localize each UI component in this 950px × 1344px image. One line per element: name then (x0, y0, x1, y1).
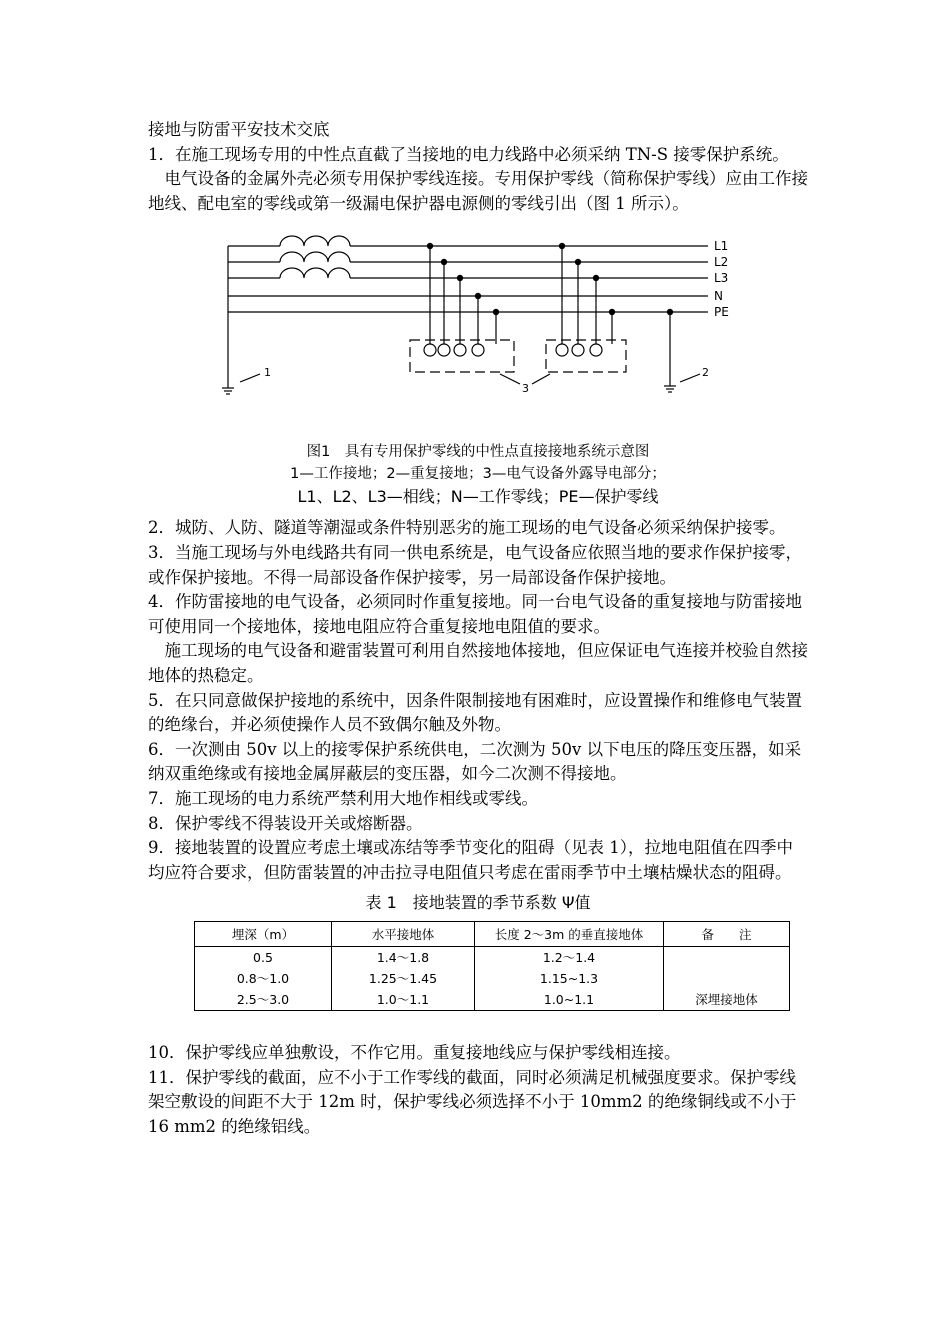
callout-1: 1 (264, 366, 271, 380)
table-cell: 1.4～1.8 (332, 947, 475, 969)
figure-1 (148, 216, 808, 456)
season-coefficient-table (194, 921, 790, 1011)
tn-s-diagram (148, 216, 808, 456)
table-header-cell: 备 注 (664, 922, 790, 947)
figure-caption-legend-2: L1、L2、L3—相线；N—工作零线；PE—保护零线 (297, 487, 659, 507)
figure-caption-legend-1: 1—工作接地；2—重复接地；3—电气设备外露导电部分； (290, 466, 666, 483)
paragraph-9: 9．接地装置的设置应考虑土壤或冻结等季节变化的阻碍（见表 1），拉地电阻值在四季中均应符合要求，但防雷装置的冲击拉寻电阻值只考虑在雷雨季节中土壤枯燥状态的阻碍。 (148, 838, 793, 882)
callout-2: 2 (702, 366, 709, 380)
document-page (148, 118, 808, 1140)
table-cell: 1.0～1.1 (332, 989, 475, 1011)
figure-caption-title-line: 图1 具有专用保护零线的中性点直接接地系统示意图 (306, 444, 650, 461)
table-cell: 2.5～3.0 (195, 989, 332, 1011)
paragraph-5: 5．在只同意做保护接地的系统中，因条件限制接地有困难时，应设置操作和维修电气装置的绝缘台，并必须使操作人员不致偶尔触及外物。 (148, 690, 802, 735)
paragraph-7: 7．施工现场的电力系统严禁利用大地作相线或零线。 (148, 788, 538, 808)
table-cell: 1.2～1.4 (475, 947, 664, 969)
table-header-row (195, 922, 790, 947)
table-row (195, 989, 790, 1011)
paragraph-8: 8．保护零线不得装设开关或熔断器。 (148, 813, 423, 833)
paragraph-11: 11．保护零线的截面，应不小于工作零线的截面，同时必须满足机械强度要求。保护零线架空敷设的间距不大于 12m 时，保护零线必须选择不小于 10mm2 的绝缘铜线或不小于 16 mm2 的绝缘铝线。 (148, 1067, 797, 1137)
table-header-cell: 水平接地体 (332, 922, 475, 947)
table-cell: 1.15~1.3 (475, 968, 664, 989)
table-row (195, 968, 790, 989)
paragraph-10: 10．保护零线应单独敷设，不作它用。重复接地线应与保护零线相连接。 (148, 1043, 681, 1063)
table-cell: 0.5 (195, 947, 332, 969)
doc-title: 接地与防雷平安技术交底 (148, 120, 330, 139)
table-cell: 1.25～1.45 (332, 968, 475, 989)
paragraph-2: 2．城防、人防、隧道等潮湿或条件特别恶劣的施工现场的电气设备必须采纳保护接零。 (148, 518, 786, 538)
callout-3: 3 (522, 382, 529, 396)
paragraph-1b: 电气设备的金属外壳必须专用保护零线连接。专用保护零线（简称保护零线）应由工作接地线、配电室的零线或第一级漏电保护器电源侧的零线引出（图 1 所示）。 (148, 169, 808, 213)
label-n: N (714, 289, 723, 304)
paragraph-6: 6．一次测由 50v 以上的接零保护系统供电，二次测为 50v 以下电压的降压变压器，如采纳双重绝缘或有接地金属屏蔽层的变压器，如今二次测不得接地。 (148, 739, 802, 784)
table-header-cell: 埋深（m） (195, 922, 332, 947)
paragraph-4: 4．作防雷接地的电气设备，必须同时作重复接地。同一台电气设备的重复接地与防雷接地可使用同一个接地体，接地电阻应符合重复接地电阻值的要求。 (148, 592, 802, 636)
label-l2: L2 (714, 255, 729, 270)
table-row (195, 947, 790, 969)
paragraph-3: 3．当施工现场与外电线路共有同一供电系统是，电气设备应依照当地的要求作保护接零，或作保护接地。不得一局部设备作保护接零，另一局部设备作保护接地。 (148, 542, 802, 587)
table-cell: 1.0~1.1 (475, 989, 664, 1011)
paragraph-4b: 施工现场的电气设备和避雷装置可利用自然接地体接地，但应保证电气连接并校验自然接地体的热稳定。 (148, 641, 808, 685)
paragraph-1: 1．在施工现场专用的中性点直截了当接地的电力线路中必须采纳 TN-S 接零保护系统。 (148, 144, 789, 164)
table-1-title: 表 1 接地装置的季节系数 Ψ值 (365, 893, 591, 913)
table-header-cell: 长度 2～3m 的垂直接地体 (475, 922, 664, 947)
table-cell (664, 947, 790, 969)
table-cell: 0.8～1.0 (195, 968, 332, 989)
label-pe: PE (714, 305, 729, 320)
label-l1: L1 (714, 239, 729, 254)
table-cell: 深埋接地体 (664, 989, 790, 1011)
label-l3: L3 (714, 271, 729, 286)
table-cell (664, 968, 790, 989)
